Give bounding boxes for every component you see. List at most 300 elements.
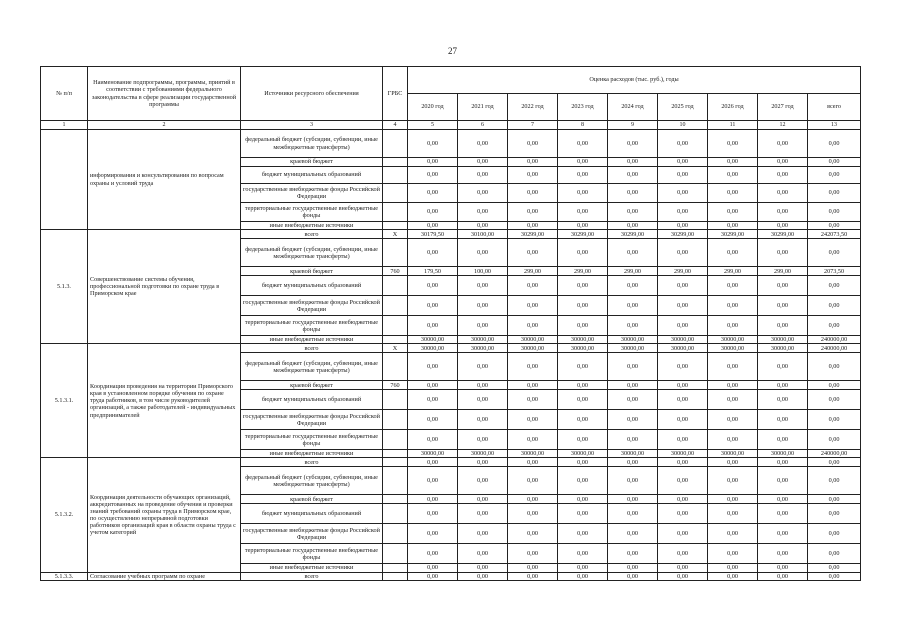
amount-cell: 0,00	[758, 524, 808, 544]
amount-total: 240000,00	[808, 336, 861, 344]
amount-cell: 0,00	[758, 130, 808, 158]
column-index: 7	[508, 121, 558, 130]
amount-cell: 0,00	[558, 504, 608, 524]
program-name: Координация деятельности обучающих организаций, аккредитованных на проведение обучения и проверки знаний требований охраны труда в Приморском крае, по осуществлению непрерывной подготовки работников организаций края в области охраны труда с учетом категорий	[88, 458, 241, 572]
amount-cell: 0,00	[708, 316, 758, 336]
amount-cell: 0,00	[758, 572, 808, 580]
amount-cell: 0,00	[558, 467, 608, 495]
amount-cell: 0,00	[658, 158, 708, 167]
amount-cell: 0,00	[458, 167, 508, 184]
amount-cell: 30299,00	[708, 230, 758, 239]
amount-cell: 0,00	[658, 458, 708, 467]
amount-cell: 0,00	[608, 158, 658, 167]
amount-cell: 0,00	[508, 572, 558, 580]
amount-cell: 0,00	[408, 130, 458, 158]
row-number: 5.1.3.1.	[41, 344, 88, 458]
funding-source: территориальные государственные внебюджетные фонды	[241, 430, 383, 450]
amount-cell: 0,00	[508, 504, 558, 524]
amount-cell: 0,00	[408, 458, 458, 467]
amount-cell: 0,00	[558, 276, 608, 296]
amount-cell: 0,00	[608, 458, 658, 467]
row-number	[41, 130, 88, 230]
funding-source: иные внебюджетные источники	[241, 450, 383, 458]
amount-cell: 0,00	[658, 184, 708, 203]
funding-source: иные внебюджетные источники	[241, 564, 383, 572]
amount-cell: 30000,00	[608, 450, 658, 458]
amount-cell: 0,00	[558, 158, 608, 167]
funding-source: всего	[241, 458, 383, 467]
amount-cell: 179,50	[408, 267, 458, 276]
column-index: 1	[41, 121, 88, 130]
amount-cell: 0,00	[608, 130, 658, 158]
amount-cell: 0,00	[458, 544, 508, 564]
amount-cell: 0,00	[708, 130, 758, 158]
amount-cell: 0,00	[508, 222, 558, 230]
funding-source: краевой бюджет	[241, 495, 383, 504]
amount-cell: 0,00	[458, 158, 508, 167]
column-index: 9	[608, 121, 658, 130]
amount-cell: 30179,50	[408, 230, 458, 239]
column-index: 3	[241, 121, 383, 130]
amount-total: 0,00	[808, 572, 861, 580]
table-body	[41, 130, 861, 581]
amount-cell: 30000,00	[508, 344, 558, 353]
table-row	[41, 230, 861, 239]
amount-cell: 0,00	[508, 495, 558, 504]
amount-cell: 30000,00	[458, 450, 508, 458]
grbs-code	[383, 410, 408, 430]
amount-cell: 0,00	[508, 381, 558, 390]
page-number: 27	[448, 46, 457, 56]
amount-cell: 0,00	[708, 467, 758, 495]
amount-cell: 0,00	[558, 239, 608, 267]
amount-cell: 0,00	[508, 167, 558, 184]
grbs-code	[383, 564, 408, 572]
grbs-code	[383, 458, 408, 467]
amount-cell: 0,00	[408, 276, 458, 296]
header-year: 2021 год	[458, 94, 508, 121]
amount-cell: 0,00	[408, 184, 458, 203]
program-name: Координация проведения на территории Приморского края в установленном порядке обучения по охране труда работников, в том числе руководителей организаций, а также работодателей - индивидуальных предпринимателей	[88, 344, 241, 458]
amount-cell: 0,00	[658, 316, 708, 336]
amount-cell: 0,00	[608, 544, 658, 564]
amount-total: 0,00	[808, 158, 861, 167]
amount-cell: 30000,00	[758, 336, 808, 344]
grbs-code	[383, 239, 408, 267]
amount-cell: 30000,00	[558, 450, 608, 458]
header-grbs: ГРБС	[383, 67, 408, 121]
funding-source: федеральный бюджет (субсидии, субвенции, иные межбюджетные трансферты)	[241, 467, 383, 495]
amount-total: 0,00	[808, 316, 861, 336]
grbs-code	[383, 504, 408, 524]
amount-cell: 0,00	[408, 495, 458, 504]
amount-cell: 0,00	[758, 390, 808, 410]
amount-cell: 0,00	[658, 430, 708, 450]
amount-cell: 0,00	[608, 184, 658, 203]
amount-cell: 0,00	[558, 495, 608, 504]
amount-cell: 0,00	[658, 467, 708, 495]
amount-cell: 0,00	[658, 390, 708, 410]
amount-cell: 0,00	[758, 410, 808, 430]
grbs-code	[383, 276, 408, 296]
header-year: 2025 год	[658, 94, 708, 121]
amount-cell: 0,00	[458, 353, 508, 381]
amount-total: 0,00	[808, 495, 861, 504]
header-estimate: Оценка расходов (тыс. руб.), годы	[408, 67, 861, 94]
funding-source: бюджет муниципальных образований	[241, 276, 383, 296]
amount-cell: 0,00	[408, 572, 458, 580]
amount-cell: 0,00	[758, 458, 808, 467]
grbs-code	[383, 495, 408, 504]
amount-cell: 0,00	[458, 467, 508, 495]
amount-cell: 0,00	[458, 564, 508, 572]
grbs-code	[383, 130, 408, 158]
amount-cell: 0,00	[408, 524, 458, 544]
amount-cell: 0,00	[458, 276, 508, 296]
row-number: 5.1.3.	[41, 230, 88, 344]
grbs-code	[383, 450, 408, 458]
amount-cell: 0,00	[708, 158, 758, 167]
amount-cell: 0,00	[758, 316, 808, 336]
grbs-code	[383, 430, 408, 450]
amount-cell: 0,00	[458, 130, 508, 158]
amount-cell: 0,00	[458, 458, 508, 467]
amount-cell: 0,00	[558, 564, 608, 572]
amount-cell: 0,00	[408, 410, 458, 430]
amount-cell: 30299,00	[608, 230, 658, 239]
amount-cell: 0,00	[458, 524, 508, 544]
amount-total: 0,00	[808, 504, 861, 524]
amount-cell: 0,00	[508, 564, 558, 572]
amount-cell: 0,00	[458, 504, 508, 524]
amount-total: 0,00	[808, 167, 861, 184]
amount-cell: 299,00	[508, 267, 558, 276]
amount-cell: 0,00	[508, 184, 558, 203]
amount-cell: 299,00	[708, 267, 758, 276]
amount-cell: 0,00	[508, 467, 558, 495]
amount-cell: 0,00	[558, 544, 608, 564]
amount-total: 240000,00	[808, 450, 861, 458]
header-year: 2022 год	[508, 94, 558, 121]
amount-cell: 0,00	[758, 544, 808, 564]
amount-cell: 30000,00	[658, 344, 708, 353]
amount-cell: 0,00	[508, 458, 558, 467]
grbs-code	[383, 353, 408, 381]
row-number: 5.1.3.2.	[41, 458, 88, 572]
column-index: 4	[383, 121, 408, 130]
amount-cell: 0,00	[608, 524, 658, 544]
amount-cell: 0,00	[508, 158, 558, 167]
amount-cell: 0,00	[558, 572, 608, 580]
amount-cell: 0,00	[758, 467, 808, 495]
grbs-code: X	[383, 344, 408, 353]
amount-cell: 0,00	[658, 276, 708, 296]
header-year: 2024 год	[608, 94, 658, 121]
grbs-code	[383, 203, 408, 222]
header-year: 2027 год	[758, 94, 808, 121]
header-year-total: всего	[808, 94, 861, 121]
amount-cell: 0,00	[408, 222, 458, 230]
funding-source: бюджет муниципальных образований	[241, 167, 383, 184]
amount-cell: 0,00	[758, 495, 808, 504]
program-name: информирования и консультирования по вопросам охраны и условий труда	[88, 130, 241, 230]
table-row	[41, 572, 861, 580]
amount-cell: 0,00	[408, 504, 458, 524]
amount-cell: 0,00	[408, 430, 458, 450]
funding-source: всего	[241, 344, 383, 353]
amount-total: 0,00	[808, 222, 861, 230]
amount-cell: 0,00	[408, 203, 458, 222]
amount-cell: 30299,00	[508, 230, 558, 239]
grbs-code	[383, 390, 408, 410]
grbs-code	[383, 296, 408, 316]
amount-cell: 0,00	[408, 381, 458, 390]
amount-cell: 0,00	[458, 572, 508, 580]
header-num: № п/п	[41, 67, 88, 121]
amount-cell: 0,00	[758, 296, 808, 316]
amount-cell: 0,00	[608, 353, 658, 381]
amount-cell: 0,00	[508, 296, 558, 316]
column-index: 13	[808, 121, 861, 130]
grbs-code: X	[383, 230, 408, 239]
amount-cell: 0,00	[708, 564, 758, 572]
amount-cell: 30299,00	[558, 230, 608, 239]
amount-cell: 0,00	[458, 316, 508, 336]
amount-cell: 0,00	[658, 203, 708, 222]
amount-cell: 0,00	[608, 495, 658, 504]
amount-cell: 0,00	[408, 239, 458, 267]
amount-cell: 0,00	[458, 495, 508, 504]
amount-cell: 0,00	[658, 410, 708, 430]
amount-cell: 0,00	[608, 203, 658, 222]
amount-cell: 0,00	[408, 467, 458, 495]
amount-cell: 30299,00	[658, 230, 708, 239]
amount-cell: 0,00	[508, 239, 558, 267]
amount-total: 242073,50	[808, 230, 861, 239]
amount-cell: 0,00	[408, 158, 458, 167]
amount-total: 0,00	[808, 203, 861, 222]
amount-cell: 0,00	[458, 390, 508, 410]
grbs-code: 760	[383, 267, 408, 276]
amount-cell: 0,00	[608, 430, 658, 450]
amount-total: 0,00	[808, 276, 861, 296]
header-name: Наименование подпрограммы, программы, приятий в соответствии с требованиями федерального законодательства в сфере реализации государственной программы	[88, 67, 241, 121]
amount-total: 0,00	[808, 430, 861, 450]
column-index: 12	[758, 121, 808, 130]
amount-cell: 0,00	[558, 410, 608, 430]
amount-cell: 0,00	[408, 564, 458, 572]
amount-cell: 0,00	[508, 524, 558, 544]
amount-cell: 0,00	[458, 203, 508, 222]
amount-cell: 0,00	[708, 222, 758, 230]
table-row	[41, 130, 861, 158]
amount-cell: 0,00	[558, 353, 608, 381]
column-index: 8	[558, 121, 608, 130]
grbs-code	[383, 524, 408, 544]
amount-total: 0,00	[808, 130, 861, 158]
funding-source: иные внебюджетные источники	[241, 336, 383, 344]
amount-cell: 0,00	[708, 410, 758, 430]
amount-cell: 30000,00	[508, 450, 558, 458]
amount-cell: 0,00	[708, 296, 758, 316]
amount-total: 0,00	[808, 544, 861, 564]
amount-cell: 0,00	[758, 203, 808, 222]
amount-total: 0,00	[808, 410, 861, 430]
amount-cell: 0,00	[608, 410, 658, 430]
amount-cell: 0,00	[658, 572, 708, 580]
amount-cell: 30000,00	[708, 336, 758, 344]
amount-cell: 30000,00	[408, 336, 458, 344]
amount-cell: 0,00	[558, 524, 608, 544]
amount-total: 0,00	[808, 381, 861, 390]
amount-cell: 30000,00	[508, 336, 558, 344]
funding-source: территориальные государственные внебюджетные фонды	[241, 316, 383, 336]
amount-total: 0,00	[808, 458, 861, 467]
amount-cell: 0,00	[408, 296, 458, 316]
amount-cell: 0,00	[458, 410, 508, 430]
amount-cell: 0,00	[558, 390, 608, 410]
amount-cell: 0,00	[758, 276, 808, 296]
amount-cell: 0,00	[608, 222, 658, 230]
funding-source: бюджет муниципальных образований	[241, 390, 383, 410]
amount-cell: 0,00	[508, 544, 558, 564]
amount-cell: 0,00	[458, 430, 508, 450]
amount-cell: 0,00	[708, 495, 758, 504]
amount-cell: 299,00	[608, 267, 658, 276]
amount-cell: 0,00	[408, 390, 458, 410]
amount-cell: 0,00	[708, 504, 758, 524]
amount-cell: 0,00	[508, 130, 558, 158]
amount-cell: 0,00	[758, 381, 808, 390]
amount-cell: 299,00	[658, 267, 708, 276]
grbs-code	[383, 158, 408, 167]
funding-source: федеральный бюджет (субсидии, субвенции, иные межбюджетные трансферты)	[241, 130, 383, 158]
amount-total: 240000,00	[808, 344, 861, 353]
amount-cell: 0,00	[758, 167, 808, 184]
amount-cell: 0,00	[608, 239, 658, 267]
amount-cell: 0,00	[758, 430, 808, 450]
amount-cell: 30299,00	[758, 230, 808, 239]
amount-cell: 30000,00	[608, 344, 658, 353]
column-index: 11	[708, 121, 758, 130]
table-row	[41, 458, 861, 467]
amount-cell: 0,00	[708, 203, 758, 222]
amount-cell: 0,00	[508, 276, 558, 296]
grbs-code	[383, 467, 408, 495]
amount-cell: 0,00	[608, 390, 658, 410]
amount-cell: 0,00	[408, 316, 458, 336]
funding-source: бюджет муниципальных образований	[241, 504, 383, 524]
amount-cell: 0,00	[708, 184, 758, 203]
amount-cell: 30000,00	[408, 344, 458, 353]
amount-cell: 0,00	[658, 504, 708, 524]
amount-cell: 299,00	[558, 267, 608, 276]
funding-source: государственные внебюджетные фонды Российской Федерации	[241, 184, 383, 203]
funding-source: краевой бюджет	[241, 267, 383, 276]
funding-source: краевой бюджет	[241, 158, 383, 167]
amount-cell: 100,00	[458, 267, 508, 276]
amount-cell: 0,00	[558, 203, 608, 222]
amount-cell: 0,00	[758, 184, 808, 203]
amount-cell: 0,00	[658, 222, 708, 230]
header-year: 2023 год	[558, 94, 608, 121]
amount-cell: 30000,00	[708, 450, 758, 458]
amount-cell: 0,00	[658, 495, 708, 504]
amount-cell: 0,00	[458, 296, 508, 316]
funding-source: государственные внебюджетные фонды Российской Федерации	[241, 410, 383, 430]
amount-cell: 0,00	[658, 296, 708, 316]
amount-cell: 0,00	[708, 390, 758, 410]
amount-cell: 30000,00	[758, 450, 808, 458]
amount-cell: 0,00	[608, 276, 658, 296]
funding-source: федеральный бюджет (субсидии, субвенции, иные межбюджетные трансферты)	[241, 353, 383, 381]
amount-cell: 0,00	[608, 381, 658, 390]
funding-source: федеральный бюджет (субсидии, субвенции, иные межбюджетные трансферты)	[241, 239, 383, 267]
amount-cell: 0,00	[558, 184, 608, 203]
header-year: 2020 год	[408, 94, 458, 121]
amount-cell: 0,00	[658, 564, 708, 572]
table-header	[41, 67, 861, 130]
amount-cell: 30000,00	[608, 336, 658, 344]
amount-cell: 30000,00	[658, 450, 708, 458]
grbs-code	[383, 572, 408, 580]
amount-cell: 0,00	[458, 381, 508, 390]
table-row	[41, 344, 861, 353]
amount-cell: 0,00	[558, 167, 608, 184]
amount-cell: 30000,00	[558, 344, 608, 353]
amount-cell: 0,00	[758, 504, 808, 524]
column-index: 2	[88, 121, 241, 130]
amount-cell: 0,00	[708, 524, 758, 544]
header-source: Источники ресурсного обеспечения	[241, 67, 383, 121]
amount-cell: 0,00	[658, 524, 708, 544]
program-name: Согласование учебных программ по охране	[88, 572, 241, 580]
funding-source: государственные внебюджетные фонды Российской Федерации	[241, 296, 383, 316]
amount-cell: 0,00	[458, 239, 508, 267]
funding-source: всего	[241, 572, 383, 580]
amount-cell: 0,00	[608, 572, 658, 580]
amount-cell: 0,00	[708, 276, 758, 296]
budget-table	[40, 66, 861, 581]
amount-total: 2073,50	[808, 267, 861, 276]
grbs-code	[383, 544, 408, 564]
amount-cell: 0,00	[458, 222, 508, 230]
amount-total: 0,00	[808, 296, 861, 316]
amount-cell: 0,00	[708, 458, 758, 467]
amount-cell: 0,00	[558, 130, 608, 158]
amount-cell: 0,00	[708, 353, 758, 381]
amount-cell: 30000,00	[708, 344, 758, 353]
amount-cell: 30000,00	[408, 450, 458, 458]
amount-cell: 0,00	[708, 544, 758, 564]
amount-cell: 30000,00	[758, 344, 808, 353]
amount-total: 0,00	[808, 390, 861, 410]
amount-cell: 0,00	[608, 467, 658, 495]
amount-cell: 0,00	[558, 381, 608, 390]
funding-source: иные внебюджетные источники	[241, 222, 383, 230]
funding-source: государственные внебюджетные фонды Российской Федерации	[241, 524, 383, 544]
funding-source: всего	[241, 230, 383, 239]
amount-cell: 0,00	[608, 564, 658, 572]
amount-cell: 0,00	[508, 353, 558, 381]
amount-cell: 0,00	[658, 381, 708, 390]
grbs-code	[383, 336, 408, 344]
amount-cell: 0,00	[658, 130, 708, 158]
grbs-code	[383, 167, 408, 184]
amount-cell: 0,00	[658, 167, 708, 184]
amount-cell: 30000,00	[458, 336, 508, 344]
grbs-code	[383, 222, 408, 230]
